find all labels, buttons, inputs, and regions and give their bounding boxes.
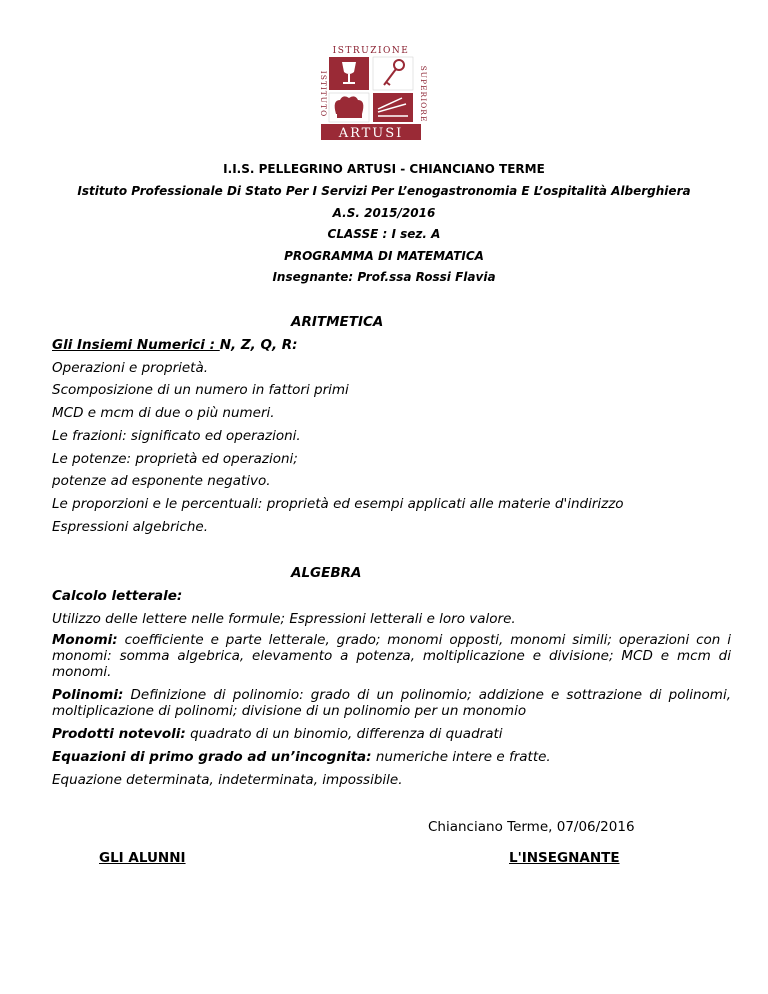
aritmetica-item: potenze ad esponente negativo. xyxy=(52,473,271,489)
calcolo-letterale-text: Utilizzo delle lettere nelle formule; Espressioni letterali e loro valore. xyxy=(52,611,516,627)
logo-name: ARTUSI xyxy=(338,126,404,140)
prodotti-label: Prodotti notevoli: xyxy=(52,726,186,742)
aritmetica-item: Operazioni e proprietà. xyxy=(52,360,209,376)
aritmetica-item: Le proporzioni e le percentuali: proprietà ed esempi applicati alle materie d'indirizzo xyxy=(52,496,624,512)
equazioni-text: numeriche intere e fratte. xyxy=(371,749,551,765)
aritmetica-item: Le frazioni: significato ed operazioni. xyxy=(52,428,301,444)
polinomi-label: Polinomi: xyxy=(52,687,124,703)
class-section: CLASSE : I sez. A xyxy=(327,227,441,241)
aritmetica-item: Le potenze: proprietà ed operazioni; xyxy=(52,451,298,467)
prodotti-text: quadrato di un binomio, differenza di quadrati xyxy=(185,726,503,742)
monomi-label: Monomi: xyxy=(52,632,118,648)
logo-top-text: ISTRUZIONE xyxy=(332,46,410,56)
logo-left-text: ISTITUTO xyxy=(319,70,328,118)
calcolo-letterale-heading: Calcolo letterale: xyxy=(52,588,183,604)
algebra-title: ALGEBRA xyxy=(291,565,362,581)
equazione-tipi: Equazione determinata, indeterminata, impossibile. xyxy=(52,772,403,788)
teacher-signature-label: L'INSEGNANTE xyxy=(509,850,620,866)
students-signature-label: GLI ALUNNI xyxy=(99,850,186,866)
school-name: I.I.S. PELLEGRINO ARTUSI - CHIANCIANO TERME xyxy=(223,162,545,176)
polinomi-text: Definizione di polinomio: grado di un polinomio; addizione e sottrazione di polinomi, moltiplicazione di polinomi; divisione di un polinomio per un monomio xyxy=(52,687,731,719)
prodotti-notevoli-line xyxy=(52,726,503,742)
polinomi-paragraph xyxy=(52,687,731,719)
institute-name: Istituto Professionale Di Stato Per I Servizi Per L’enogastronomia E L’ospitalità Alberghiera xyxy=(77,184,691,198)
insiemi-sets: N, Z, Q, R: xyxy=(219,337,298,353)
aritmetica-item: Scomposizione di un numero in fattori primi xyxy=(52,382,349,398)
school-year: A.S. 2015/2016 xyxy=(332,206,436,220)
insiemi-numerici-heading xyxy=(52,337,298,353)
aritmetica-title: ARITMETICA xyxy=(291,314,384,330)
teacher-name: Insegnante: Prof.ssa Rossi Flavia xyxy=(272,270,496,284)
insiemi-underlined: Gli Insiemi Numerici : xyxy=(52,337,220,353)
aritmetica-item: MCD e mcm di due o più numeri. xyxy=(52,405,275,421)
school-logo xyxy=(312,44,430,140)
document-date: Chianciano Terme, 07/06/2016 xyxy=(428,819,635,835)
logo-graphic xyxy=(312,44,430,140)
equazioni-label: Equazioni di primo grado ad un’incognita: xyxy=(52,749,372,765)
equazioni-line xyxy=(52,749,551,765)
monomi-text: coefficiente e parte letterale, grado; monomi opposti, monomi simili; operazioni con i monomi: somma algebrica, elevamento a potenza, moltiplicazione e divisione; MCD e mcm di monomi. xyxy=(52,632,731,680)
logo-right-text: SUPERIORE xyxy=(419,65,428,123)
program-title: PROGRAMMA DI MATEMATICA xyxy=(284,249,484,263)
aritmetica-item: Espressioni algebriche. xyxy=(52,519,209,535)
monomi-paragraph xyxy=(52,632,731,680)
